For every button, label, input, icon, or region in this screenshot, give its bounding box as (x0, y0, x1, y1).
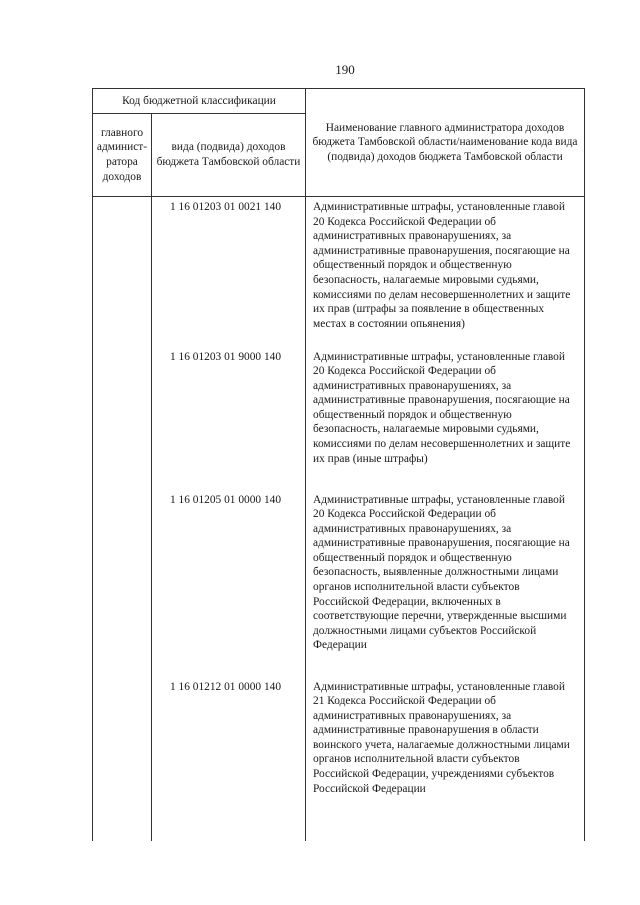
table-row (93, 347, 585, 490)
name-cell: Административные штрафы, установленные главой 20 Кодекса Российской Федерации об административных правонарушениях, за административные правонарушения, посягающие на общественный порядок и общественную безопасность, выявленные должностными лицами органов исполнительной власти субъектов Российской Федерации, включенных в соответствующие перечни, утвержденные высшими должностными лицами субъектов Российской Федерации (306, 490, 585, 677)
table-row (93, 197, 585, 347)
table-row (93, 677, 585, 841)
header-admin-column: главного админист-ратора доходов (93, 114, 152, 197)
budget-classification-table (92, 88, 585, 841)
admin-cell (93, 197, 152, 347)
admin-cell (93, 490, 152, 677)
header-type-column: вида (подвида) доходов бюджета Тамбовской области (152, 114, 306, 197)
admin-cell (93, 677, 152, 841)
table-row (93, 490, 585, 677)
header-group-title: Код бюджетной классификации (93, 89, 306, 114)
code-cell: 1 16 01205 01 0000 140 (152, 490, 306, 677)
page-number: 190 (335, 62, 355, 77)
name-cell: Административные штрафы, установленные главой 20 Кодекса Российской Федерации об административных правонарушениях, за административные правонарушения, посягающие на общественный порядок и общественную безопасность, налагаемые мировыми судьями, комиссиями по делам несовершеннолетних и защите их прав (штрафы за появление в общественных местах в состоянии опьянения) (306, 197, 585, 347)
name-cell: Административные штрафы, установленные главой 21 Кодекса Российской Федерации об административных правонарушениях, за административные правонарушения в области воинского учета, налагаемые должностными лицами органов исполнительной власти субъектов Российской Федерации, учреждениями субъектов Российской Федерации (306, 677, 585, 841)
header-name-column: Наименование главного администратора доходов бюджета Тамбовской области/наименование кода вида (подвида) доходов бюджета Тамбовской области (306, 89, 585, 197)
code-cell: 1 16 01203 01 0021 140 (152, 197, 306, 347)
code-cell: 1 16 01203 01 9000 140 (152, 347, 306, 490)
code-cell: 1 16 01212 01 0000 140 (152, 677, 306, 841)
name-cell: Административные штрафы, установленные главой 20 Кодекса Российской Федерации об административных правонарушениях, за административные правонарушения, посягающие на общественный порядок и общественную безопасность, налагаемые мировыми судьями, комиссиями по делам несовершеннолетних и защите их прав (иные штрафы) (306, 347, 585, 490)
admin-cell (93, 347, 152, 490)
